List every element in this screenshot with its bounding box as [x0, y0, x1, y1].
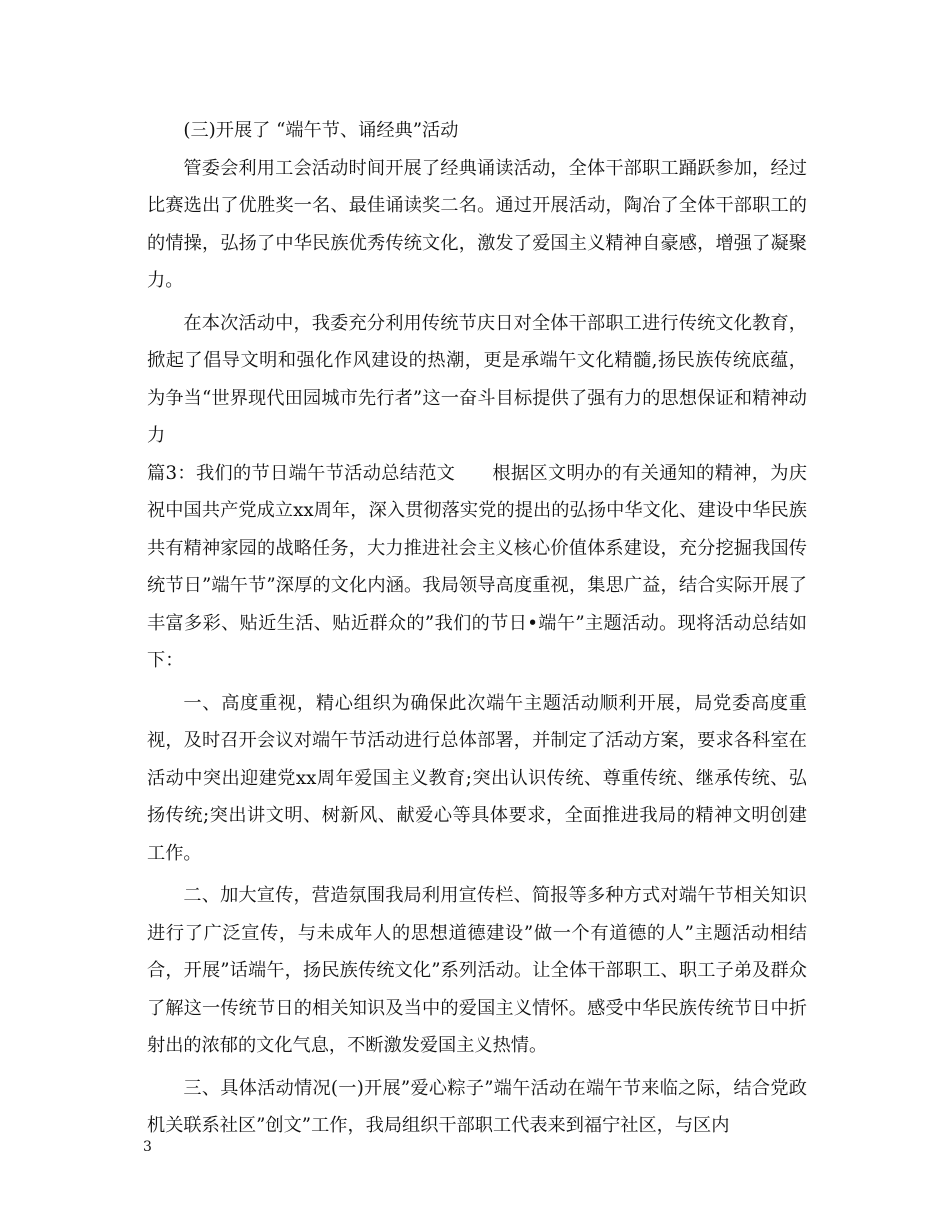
body-paragraph: 三、具体活动情况(一)开展”爱心粽子”端午活动在端午节来临之际，结合党政机关联系社区”创文”工作，我局组织干部职工代表来到福宁社区，与区内: [147, 1077, 807, 1136]
body-paragraph: 一、高度重视，精心组织为确保此次端午主题活动顺利开展，局党委高度重视，及时召开会议对端午节活动进行总体部署，并制定了活动方案，要求各科室在活动中突出迎建党xx周年爱国主义教育;突出认识传统、尊重传统、继承传统、弘扬传统;突出讲文明、树新风、献爱心等具体要求，全面推进我局的精神文明创建工作。: [147, 692, 807, 864]
body-paragraph: 在本次活动中，我委充分利用传统节庆日对全体干部职工进行传统文化教育，掀起了倡导文明和强化作风建设的热潮，更是承端午文化精髓,扬民族传统底蕴，为争当“世界现代田园城市先行者”这一奋斗目标提供了强有力的思想保证和精神动力: [147, 312, 807, 446]
page-number: 3: [143, 1139, 152, 1155]
article-paragraph: 篇3：我们的节日端午节活动总结范文 根据区文明办的有关通知的精神，为庆祝中国共产党成立xx周年，深入贯彻落实党的提出的弘扬中华文化、建设中华民族共有精神家园的战略任务，大力推进社会主义核心价值体系建设，充分挖掘我国传统节日”端午节”深厚的文化内涵。我局领导高度重视，集思广益，结合实际开展了丰富多彩、贴近生活、贴近群众的”我们的节日•端午”主题活动。现将活动总结如下：: [147, 462, 807, 671]
document-page: [147, 112, 807, 1145]
body-paragraph: 二、加大宣传，营造氛围我局利用宣传栏、简报等多种方式对端午节相关知识进行了广泛宣传，与未成年人的思想道德建设”做一个有道德的人”主题活动相结合，开展”话端午，扬民族传统文化”系列活动。让全体干部职工、职工子弟及群众了解这一传统节日的相关知识及当中的爱国主义情怀。感受中华民族传统节日中折射出的浓郁的文化气息，不断激发爱国主义热情。: [147, 885, 807, 1056]
section-heading: (三)开展了 “端午节、诵经典”活动: [183, 120, 459, 141]
body-paragraph: 管委会利用工会活动时间开展了经典诵读活动，全体干部职工踊跃参加，经过比赛选出了优胜奖一名、最佳诵读奖二名。通过开展活动，陶冶了全体干部职工的的情操，弘扬了中华民族优秀传统文化，激发了爱国主义精神自豪感，增强了凝聚力。: [147, 157, 807, 291]
